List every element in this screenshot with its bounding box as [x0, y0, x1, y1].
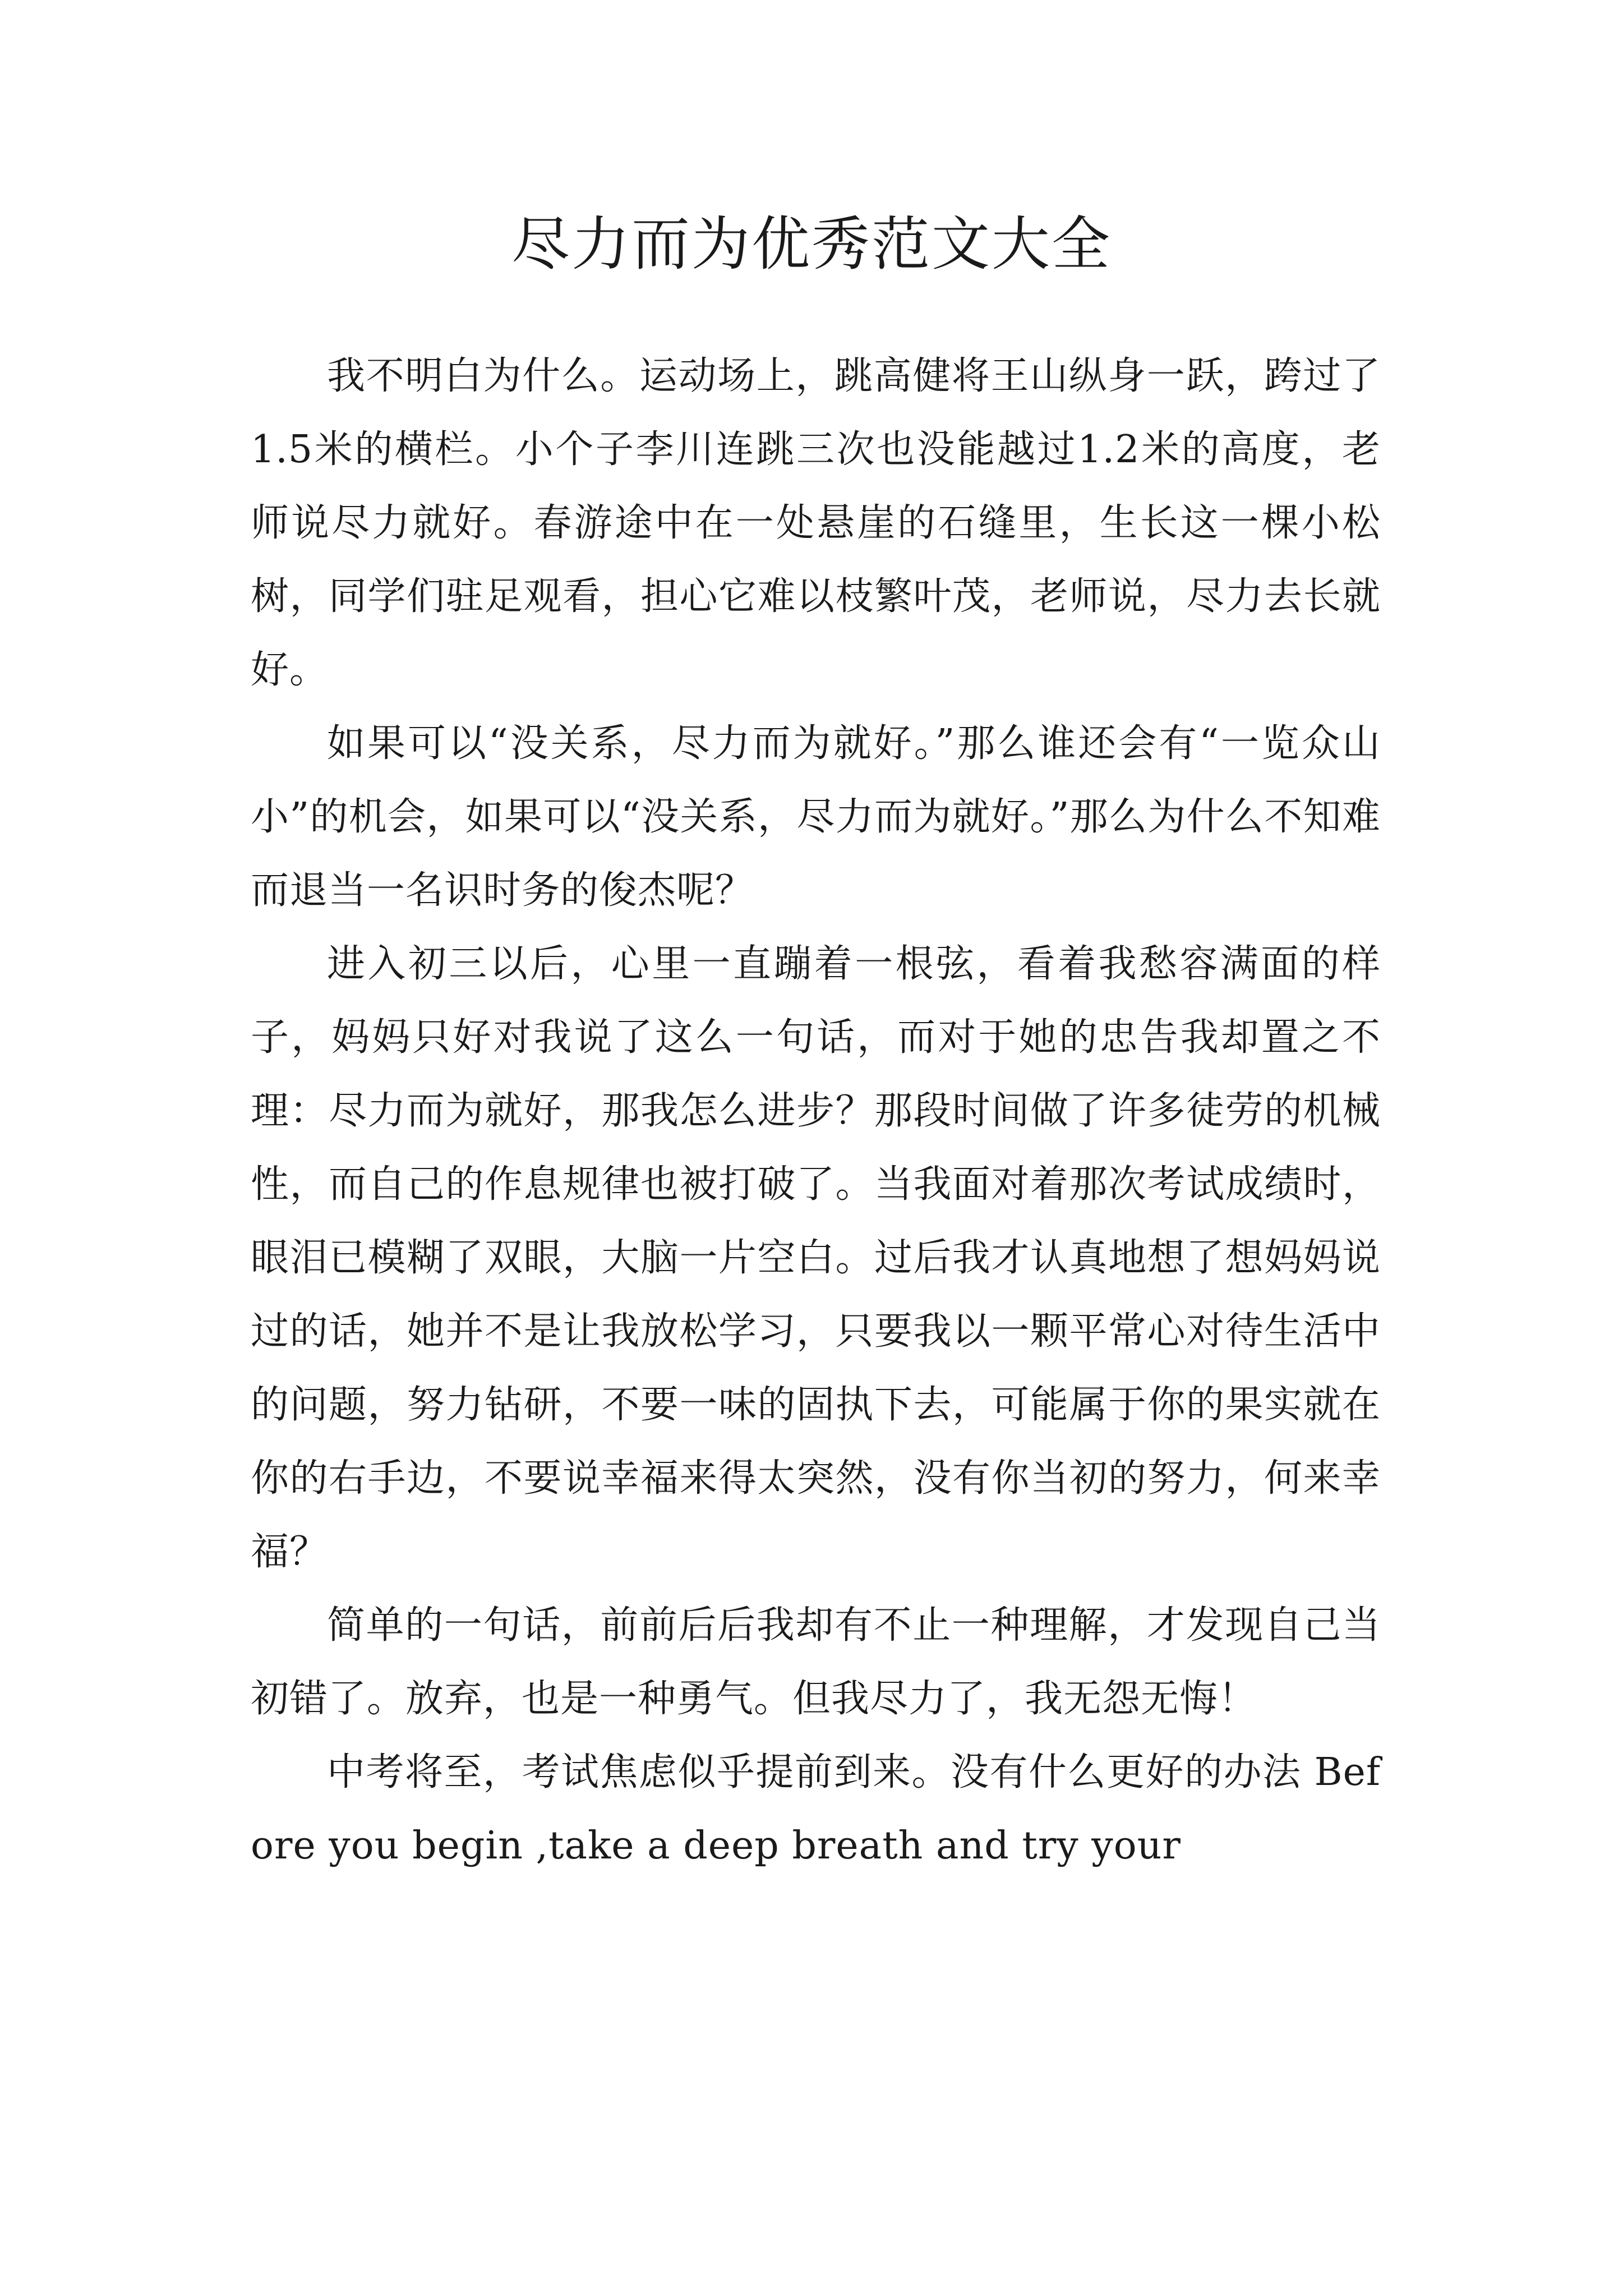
paragraph: 简单的一句话，前前后后我却有不止一种理解，才发现自己当初错了。放弃，也是一种勇气。但我尽力了，我无怨无悔！ [251, 1603, 1381, 1721]
paragraph: 进入初三以后，心里一直蹦着一根弦，看着我愁容满面的样子，妈妈只好对我说了这么一句话，而对于她的忠告我却置之不理：尽力而为就好，那我怎么进步？那段时间做了许多徒劳的机械性，而自己的作息规律也被打破了。当我面对着那次考试成绩时，眼泪已模糊了双眼，大脑一片空白。过后我才认真地想了想妈妈说过的话，她并不是让我放松学习，只要我以一颗平常心对待生活中的问题，努力钻研，不要一味的固执下去，可能属于你的果实就在你的右手边，不要说幸福来得太突然，没有你当初的努力，何来幸福？ [251, 942, 1381, 1574]
document-title: 尽力而为优秀范文大全 [511, 210, 1112, 278]
paragraph: 我不明白为什么。运动场上，跳高健将王山纵身一跃，跨过了1.5米的横栏。小个子李川连跳三次也没能越过1.2米的高度，老师说尽力就好。春游途中在一处悬崖的石缝里，生长这一棵小松树，同学们驻足观看，担心它难以枝繁叶茂，老师说，尽力去长就好。 [251, 354, 1381, 692]
document-body [251, 339, 1381, 1883]
paragraph: 中考将至，考试焦虑似乎提前到来。没有什么更好的办法 Before you begin ,take a deep breath and try your [251, 1750, 1381, 1868]
paragraph: 如果可以“没关系，尽力而为就好。”那么谁还会有“一览众山小”的机会，如果可以“没关系，尽力而为就好。”那么为什么不知难而退当一名识时务的俊杰呢？ [251, 721, 1381, 913]
